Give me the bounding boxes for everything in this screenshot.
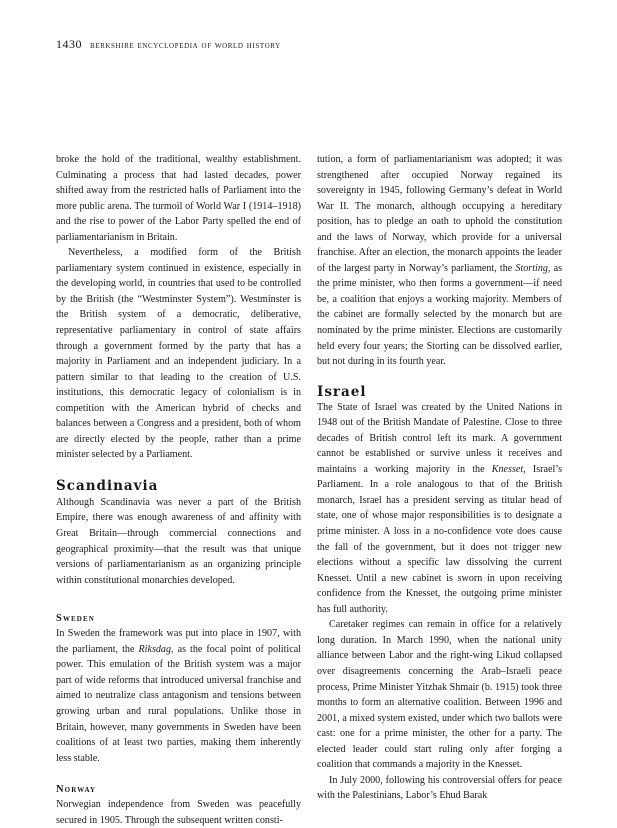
left-column bbox=[56, 152, 301, 828]
paragraph: Norwegian independence from Sweden was peacefully secured in 1905. Through the subsequent written consti- bbox=[56, 799, 301, 826]
running-header bbox=[56, 37, 281, 52]
paragraph: Nevertheless, a modified form of the British parliamentary system continued in existence, especially in the developing world, in countries that used to be controlled by the British (the “Westminster System”). Westminster is the British system of a democratic, deliberative, representative parliamentary in control of state affairs through a government formed by the party that has a majority in Parliament and an independent judiciary. In a pattern similar to that leading to the creation of U.S. institutions, this democratic legacy of colonialism is in competition with the American hybrid of checks and balances between a Congress and a president, both of whom are directly elected by the people, rather than a prime minister selected by a Parliament. bbox=[56, 247, 301, 461]
page-number: 1430 bbox=[56, 37, 82, 51]
section-heading-scandinavia: Scandinavia bbox=[56, 477, 159, 494]
section-heading-israel: Israel bbox=[317, 383, 367, 400]
paragraph: In July 2000, following his controversial offers for peace with the Palestinians, Labor’s Ehud Barak bbox=[317, 774, 562, 802]
knesset-term: Knesset, bbox=[491, 463, 526, 475]
subheading-norway: Norway bbox=[56, 784, 97, 796]
subheading-sweden: Sweden bbox=[56, 613, 95, 625]
paragraph: The State of Israel was created by the United Nations in 1948 out of the British Mandate of Palestine. Close to three decades of British control left its mark. A government cannot be established or survive unless it receives and maintains a working majority in the Knesset, Israel’s Parliament. In a role analogous to that of the British monarch, Israel has a president serving as titular head of state, one of whose major responsibilities is to designate a prime minister. A loss in a no-confidence vote does cause the fall of the government, but it does not trigger new elections without a specific law dissolving the current Knesset. Until a new cabinet is sworn in upon receiving confidence from the Knesset, the outgoing prime minister has full authority. bbox=[317, 401, 562, 615]
running-title: berkshire encyclopedia of world history bbox=[89, 40, 281, 51]
right-column bbox=[317, 152, 562, 804]
paragraph: tution, a form of parliamentarianism was adopted; it was strengthened after occupied Norway regained its sovereignty in 1945, following Germany’s defeat in World War II. The monarch, although occupying a hereditary position, has to pledge an oath to uphold the constitution and the laws of Norway, which provide for a universal franchise. After an election, the monarch appoints the leader of the largest party in Norway’s parliament, the Storting, as the prime minister, who then forms a government—if need be, a coalition that enjoys a working majority. Members of the cabinet are formally selected by the monarch but are nominated by the prime minister. Elections are customarily held every four years; the Storting can be dissolved earlier, but not during in its fourth year. bbox=[317, 154, 562, 368]
paragraph: In Sweden the framework was put into place in 1907, with the parliament, the Riksdag, as the focal point of political power. This emulation of the British system was a major part of wide reforms that introduced universal franchise and aimed to neutralize class antagonism and tensions between growing urban and rural populations. Unlike those in Britain, however, many governments in Sweden have been coalitions of at least two parties, making them inherently less stable. bbox=[56, 628, 301, 764]
storting-term: Storting, bbox=[515, 262, 551, 274]
paragraph: broke the hold of the traditional, wealthy establishment. Culminating a process that had lasted decades, power shifted away from the restricted halls of Parliament into the more public arena. The turmoil of World War I (1914–1918) and the rise to power of the Labor Party spelled the end of parliamentarianism in Britain. bbox=[56, 154, 301, 243]
riksdag-term: Riksdag, bbox=[138, 643, 174, 655]
paragraph: Although Scandinavia was never a part of the British Empire, there was enough awareness of and affinity with Great Britain—through commercial connections and geographical proximity—that the result was that unique versions of parliamentarianism as an organizing principle within constitutional monarchies developed. bbox=[56, 496, 301, 586]
paragraph: Caretaker regimes can remain in office for a relatively long duration. In March 1990, when the national unity alliance between Labor and the right-wing Likud collapsed over disagreements concerning the Arab–Israeli peace process, Prime Minister Yitzhak Shmair (b. 1915) took three months to form an alternative coalition. Between 1996 and 2001, a mixed system existed, under which two ballots were cast: one for a prime minister, the other for a party. The elected leader could start ruling only after forging a coalition that commands a majority in the Knesset. bbox=[317, 619, 562, 771]
